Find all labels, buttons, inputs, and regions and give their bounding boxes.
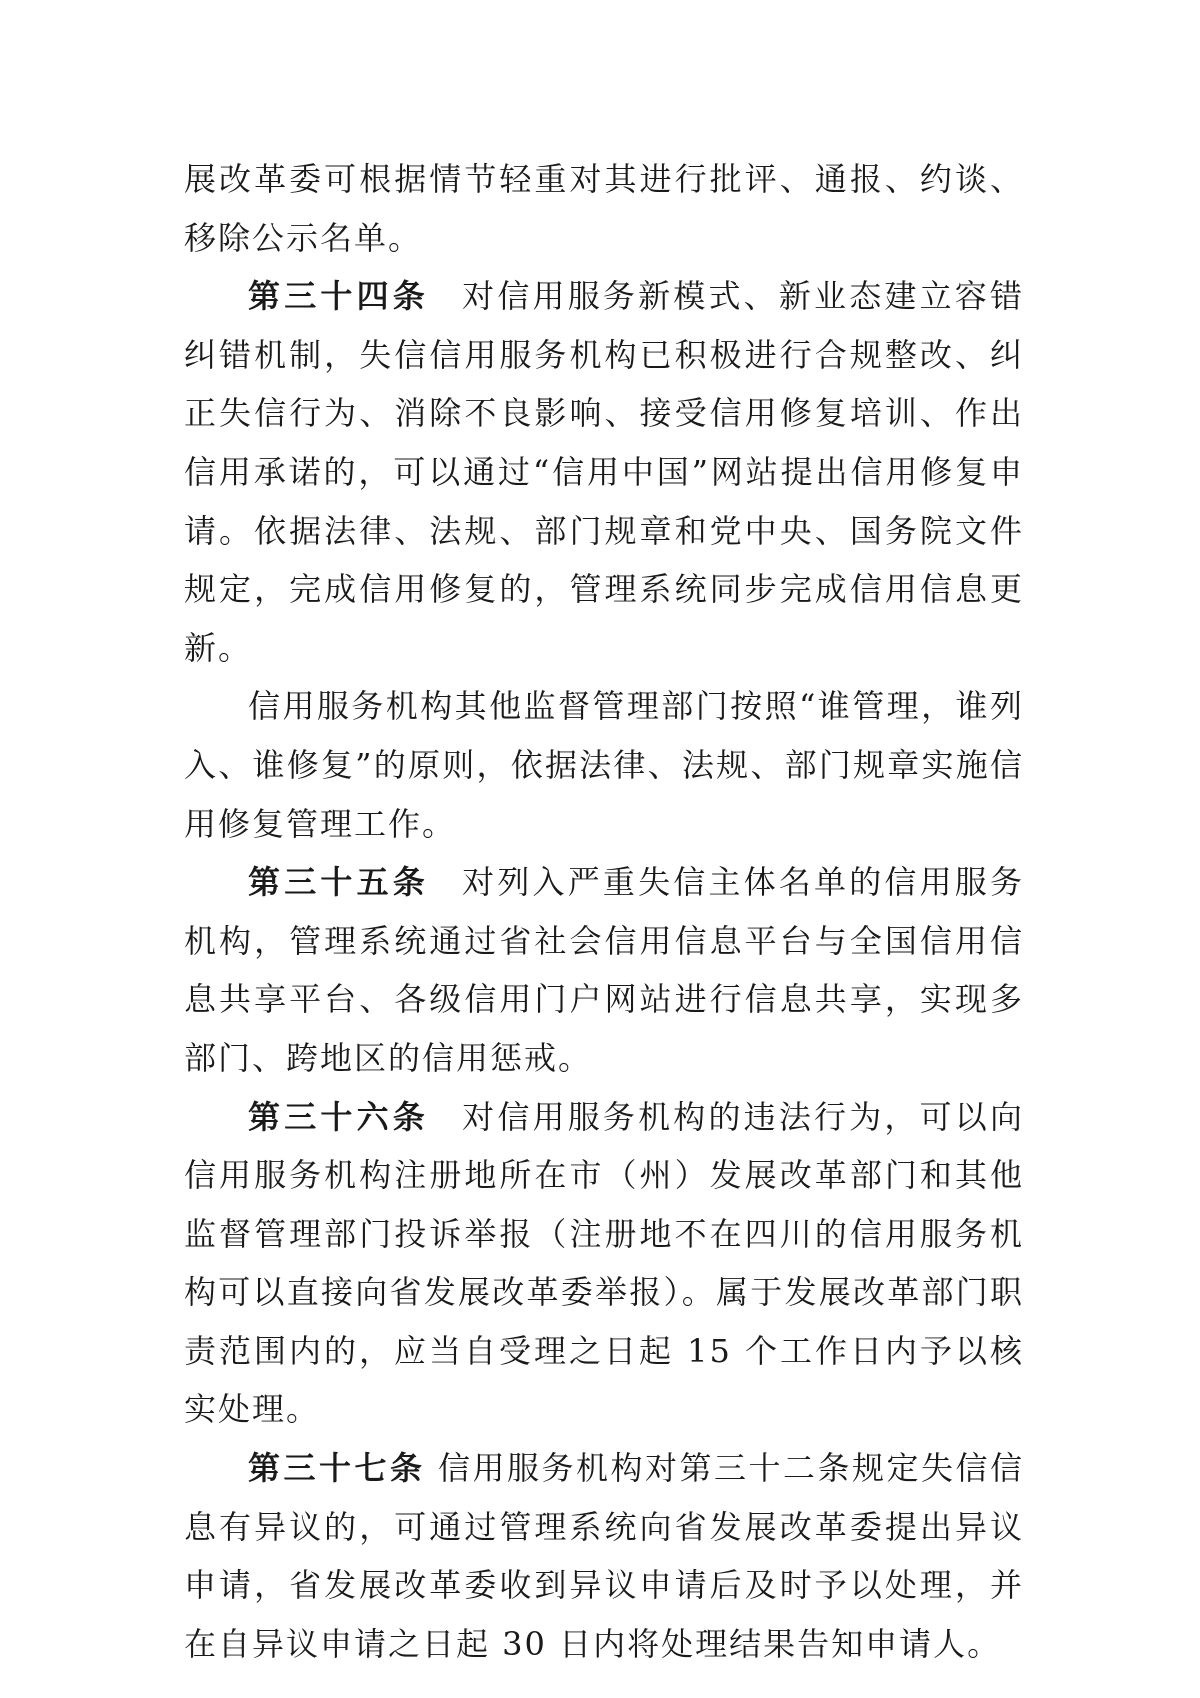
- document-page: [184, 150, 1024, 1673]
- article-heading: 第三十五条: [248, 863, 429, 902]
- paragraph-text: 展改革委可根据情节轻重对其进行批评、通报、约谈、移除公示名单。: [184, 160, 1024, 257]
- paragraph-continuation: [184, 150, 1024, 267]
- article-heading: 第三十四条: [248, 277, 429, 316]
- article-36: [184, 1088, 1024, 1440]
- paragraph-repair-principle: [184, 677, 1024, 853]
- paragraph-text: 信用服务机构其他监督管理部门按照“谁管理，谁列入、谁修复”的原则，依据法律、法规、部门规章实施信用修复管理工作。: [184, 687, 1024, 843]
- article-text: 对信用服务新模式、新业态建立容错纠错机制，失信信用服务机构已积极进行合规整改、纠正失信行为、消除不良影响、接受信用修复培训、作出信用承诺的，可以通过“信用中国”网站提出信用修复申请。依据法律、法规、部门规章和党中央、国务院文件规定，完成信用修复的，管理系统同步完成信用信息更新。: [184, 277, 1024, 667]
- article-37: [184, 1439, 1024, 1673]
- article-heading: 第三十六条: [248, 1097, 429, 1136]
- article-34: [184, 267, 1024, 677]
- article-35: [184, 853, 1024, 1087]
- article-text: 信用服务机构对第三十二条规定失信信息有异议的，可通过管理系统向省发展改革委提出异议申请，省发展改革委收到异议申请后及时予以处理，并在自异议申请之日起 30 日内将处理结果告知申请人。: [184, 1449, 1024, 1663]
- article-text: 对列入严重失信主体名单的信用服务机构，管理系统通过省社会信用信息平台与全国信用信息共享平台、各级信用门户网站进行信息共享，实现多部门、跨地区的信用惩戒。: [184, 863, 1024, 1077]
- article-heading: 第三十七条: [248, 1449, 426, 1488]
- article-text: 对信用服务机构的违法行为，可以向信用服务机构注册地所在市（州）发展改革部门和其他监督管理部门投诉举报（注册地不在四川的信用服务机构可以直接向省发展改革委举报）。属于发展改革部门职责范围内的，应当自受理之日起 15 个工作日内予以核实处理。: [184, 1097, 1024, 1429]
